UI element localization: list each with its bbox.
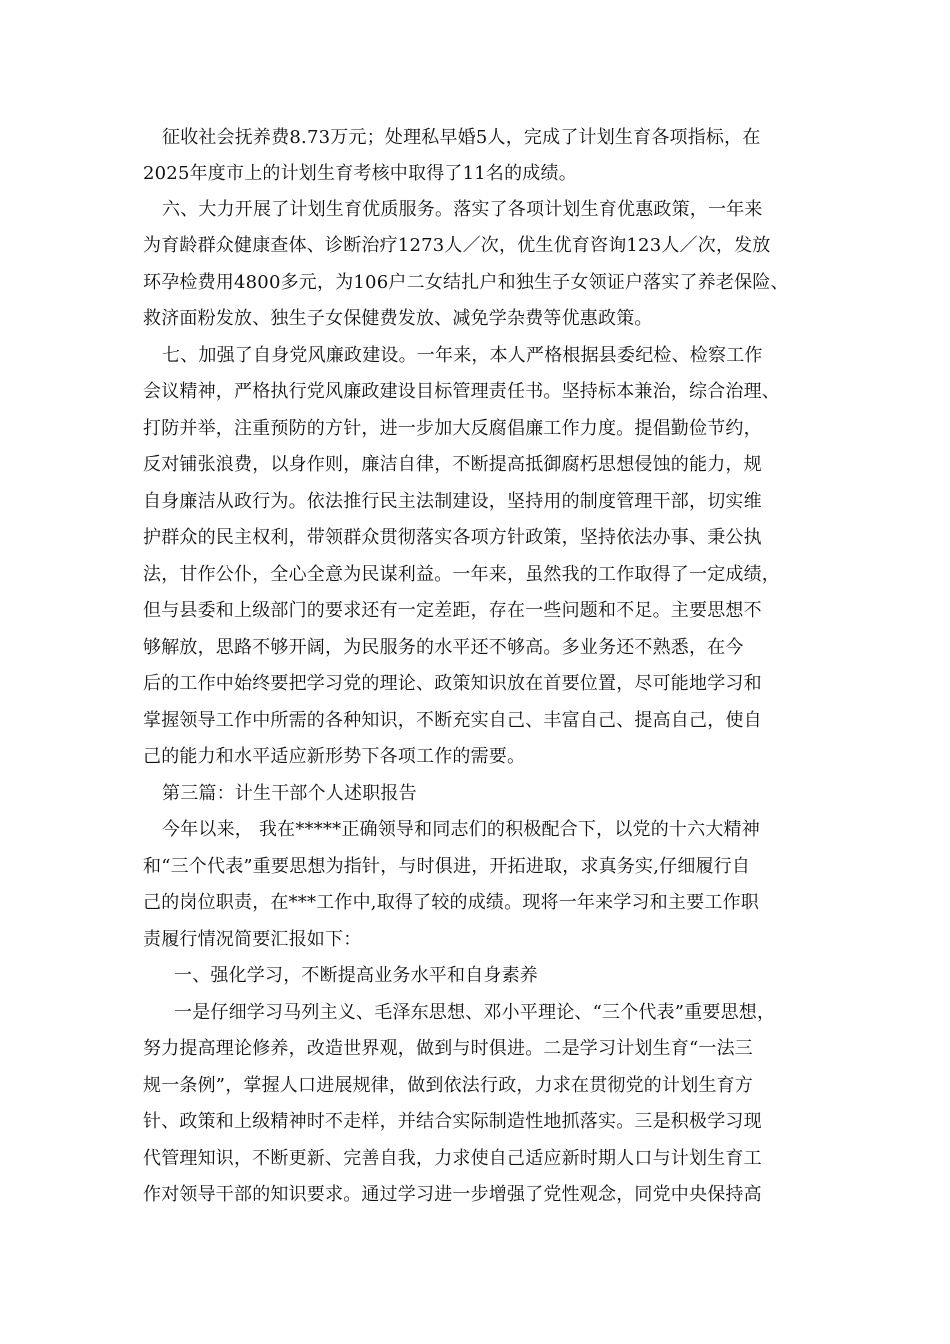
text-line: 针、政策和上级精神时不走样，并结合实际制造性地抓落实。三是积极学习现 (143, 1111, 762, 1132)
text-line: 但与县委和上级部门的要求还有一定差距，存在一些问题和不足。主要思想不 (143, 600, 762, 621)
section-heading: 第三篇：计生干部个人述职报告 (162, 783, 417, 804)
text-line: 代管理知识，不断更新、完善自我，力求使自己适应新时期人口与计划生育工 (143, 1148, 762, 1169)
text-line: 规一条例”，掌握人口进展规律，做到依法行政，力求在贯彻党的计划生育方 (143, 1075, 753, 1096)
text-line: 责履行情况简要汇报如下： (143, 929, 362, 950)
text-line: 七、加强了自身党风廉政建设。一年来，本人严格根据县委纪检、检察工作 (162, 345, 763, 366)
text-line: 会议精神，严格执行党风廉政建设目标管理责任书。坚持标本兼治，综合治理、 (143, 381, 780, 402)
text-line: 自身廉洁从政行为。依法推行民主法制建设，坚持用的制度管理干部，切实维 (143, 491, 762, 512)
subsection-heading: 一、强化学习，不断提高业务水平和自身素养 (174, 965, 538, 986)
text-line: 后的工作中始终要把学习党的理论、政策知识放在首要位置，尽可能地学习和 (143, 673, 762, 694)
text-line: 护群众的民主权利，带领群众贯彻落实各项方针政策，坚持依法办事、秉公执 (143, 527, 762, 548)
text-line: 和“三个代表”重要思想为指针，与时俱进，开拓进取，求真务实,仔细履行自 (143, 856, 751, 877)
text-line: 一是仔细学习马列主义、毛泽东思想、邓小平理论、“三个代表”重要思想， (174, 1002, 776, 1023)
text-line: 为育龄群众健康查体、诊断治疗1273人／次，优生优育咨询123人／次，发放 (143, 235, 771, 256)
text-line: 救济面粉发放、独生子女保健费发放、减免学杂费等优惠政策。 (143, 308, 653, 329)
text-line: 环孕检费用4800多元，为106户二女结扎户和独生子女领证户落实了养老保险、 (143, 272, 789, 293)
text-line: 掌握领导工作中所需的各种知识，不断充实自己、丰富自己、提高自己，使自 (143, 710, 762, 731)
text-line: 今年以来， 我在*****正确领导和同志们的积极配合下，以党的十六大精神 (162, 819, 760, 840)
text-line: 2025年度市上的计划生育考核中取得了11名的成绩。 (143, 163, 577, 184)
text-line: 征收社会抚养费8.73万元；处理私早婚5人，完成了计划生育各项指标，在 (162, 127, 761, 148)
text-line: 打防并举，注重预防的方针，进一步加大反腐倡廉工作力度。提倡勤俭节约， (143, 418, 762, 439)
text-line: 法，甘作公仆，全心全意为民谋利益。一年来，虽然我的工作取得了一定成绩， (143, 564, 780, 585)
text-line: 作对领导干部的知识要求。通过学习进一步增强了党性观念，同党中央保持高 (143, 1184, 762, 1205)
text-line: 己的能力和水平适应新形势下各项工作的需要。 (143, 746, 526, 767)
text-line: 努力提高理论修养，改造世界观，做到与时俱进。二是学习计划生育“一法三 (143, 1038, 753, 1059)
text-line: 够解放，思路不够开阔，为民服务的水平还不够高。多业务还不熟悉，在今 (143, 637, 744, 658)
text-line: 六、大力开展了计划生育优质服务。落实了各项计划生育优惠政策，一年来 (162, 199, 763, 220)
text-line: 反对铺张浪费，以身作则，廉洁自律，不断提高抵御腐朽思想侵蚀的能力，规 (143, 454, 762, 475)
text-line: 己的岗位职责，在***工作中,取得了较的成绩。现将一年来学习和主要工作职 (143, 892, 759, 913)
